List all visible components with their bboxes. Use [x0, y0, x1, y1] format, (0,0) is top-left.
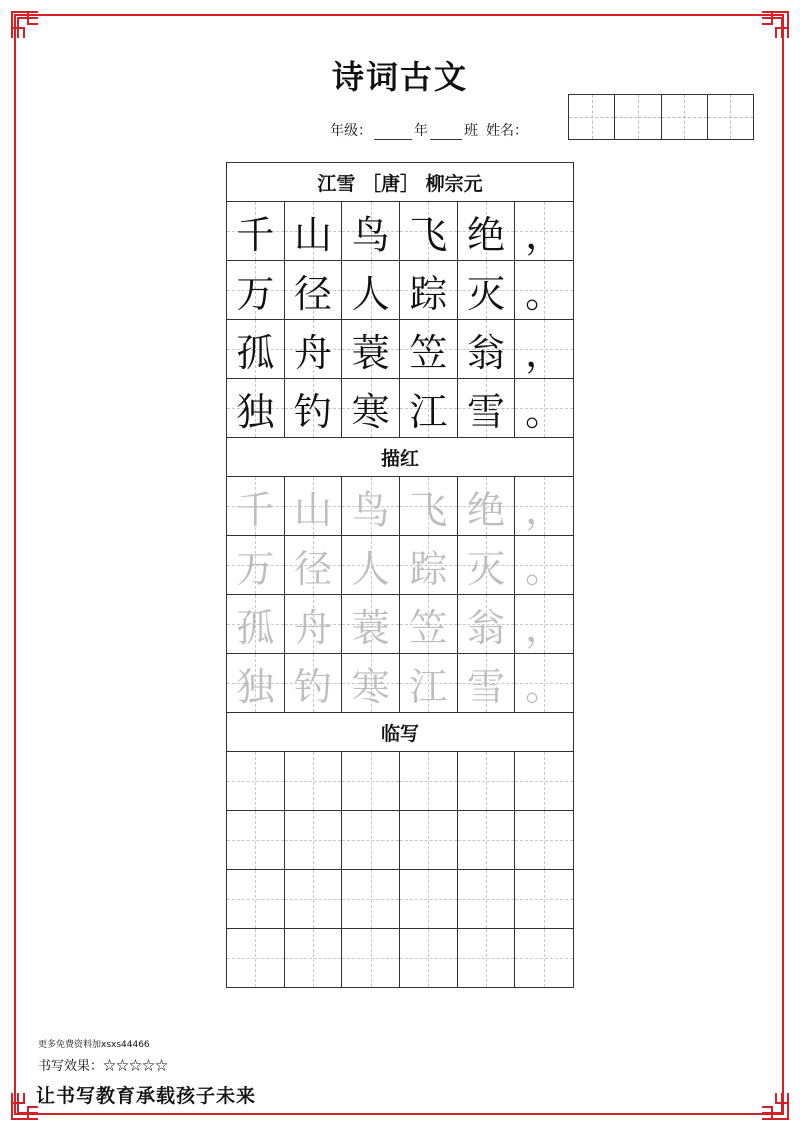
trace-row: [227, 654, 573, 712]
character: 绝: [467, 487, 506, 532]
trace-cell[interactable]: [400, 536, 458, 594]
class-unit: 班: [464, 123, 478, 139]
class-blank[interactable]: [430, 125, 462, 140]
copy-cell[interactable]: [285, 929, 343, 987]
grade-blank[interactable]: [374, 125, 412, 140]
poem-grid: [227, 202, 573, 437]
copy-cell[interactable]: [515, 870, 573, 928]
corner-ornament-top-left: [8, 8, 42, 42]
poem-cell: [342, 320, 400, 378]
character: 鸟: [351, 487, 390, 532]
poem-cell: [515, 379, 573, 437]
copy-cell[interactable]: [285, 870, 343, 928]
trace-cell[interactable]: [285, 595, 343, 653]
poem-cell: [515, 320, 573, 378]
character: 笠: [409, 605, 448, 650]
character: 。: [525, 271, 564, 316]
name-cell[interactable]: [615, 95, 661, 139]
character: 万: [236, 546, 275, 591]
character: 。: [525, 389, 564, 434]
poem-cell: [342, 379, 400, 437]
copy-cell[interactable]: [400, 811, 458, 869]
character: 踪: [409, 271, 448, 316]
character: 万: [236, 271, 275, 316]
character: 雪: [467, 664, 506, 709]
character: 鸟: [351, 212, 390, 257]
poem-cell: [400, 320, 458, 378]
trace-header: 描红: [227, 437, 573, 477]
poem-row: [227, 202, 573, 261]
page-title: 诗词古文: [331, 58, 468, 96]
poem-cell: [227, 202, 285, 260]
copy-cell[interactable]: [458, 929, 516, 987]
trace-row: [227, 595, 573, 654]
trace-cell[interactable]: [458, 595, 516, 653]
character: 飞: [409, 487, 448, 532]
rating-stars[interactable]: ☆☆☆☆☆: [103, 1059, 169, 1074]
poem-cell: [342, 202, 400, 260]
name-cell[interactable]: [569, 95, 615, 139]
character: 蓑: [351, 605, 390, 650]
copy-row: [227, 870, 573, 929]
name-writing-boxes[interactable]: [568, 94, 754, 140]
character: 山: [294, 487, 333, 532]
trace-cell[interactable]: [227, 654, 285, 712]
copy-cell[interactable]: [515, 929, 573, 987]
resource-note: 更多免费资料加xsxs44466: [38, 1040, 150, 1050]
character: 寒: [351, 664, 390, 709]
trace-cell[interactable]: [342, 595, 400, 653]
trace-row: [227, 536, 573, 595]
copy-row: [227, 811, 573, 870]
poem-row: [227, 261, 573, 320]
poem-row: [227, 379, 573, 437]
character: 。: [525, 546, 564, 591]
poem-cell: [342, 261, 400, 319]
poem-row: [227, 320, 573, 379]
poem-cell: [285, 202, 343, 260]
character: 人: [351, 271, 390, 316]
character: 笠: [409, 330, 448, 375]
copy-cell[interactable]: [227, 752, 285, 810]
character: 翁: [467, 605, 506, 650]
character: 钓: [294, 389, 333, 434]
copy-cell[interactable]: [400, 752, 458, 810]
character: 千: [236, 212, 275, 257]
poem-cell: [400, 379, 458, 437]
trace-cell[interactable]: [342, 654, 400, 712]
trace-cell[interactable]: [227, 477, 285, 535]
character: 径: [294, 271, 333, 316]
character: 人: [351, 546, 390, 591]
character: 。: [525, 664, 564, 709]
copy-cell[interactable]: [458, 752, 516, 810]
character: 绝: [467, 212, 506, 257]
trace-cell[interactable]: [285, 654, 343, 712]
name-cell[interactable]: [708, 95, 753, 139]
character: 舟: [294, 330, 333, 375]
trace-grid: [227, 477, 573, 712]
writing-effect: [38, 1055, 168, 1074]
trace-cell[interactable]: [400, 595, 458, 653]
year-unit: 年: [414, 123, 428, 139]
trace-cell[interactable]: [342, 536, 400, 594]
poem-cell: [458, 202, 516, 260]
copy-cell[interactable]: [342, 811, 400, 869]
copy-grid: [227, 752, 573, 987]
copy-cell[interactable]: [400, 870, 458, 928]
character: 独: [236, 664, 275, 709]
poem-cell: [458, 379, 516, 437]
copy-header: 临写: [227, 712, 573, 752]
copy-cell[interactable]: [227, 870, 285, 928]
copy-cell[interactable]: [342, 752, 400, 810]
student-info-line: [330, 120, 528, 140]
poem-cell: [285, 261, 343, 319]
copy-cell[interactable]: [458, 870, 516, 928]
poem-cell: [227, 320, 285, 378]
copy-cell[interactable]: [458, 811, 516, 869]
copy-row: [227, 752, 573, 811]
poem-cell: [285, 320, 343, 378]
poem-cell: [400, 202, 458, 260]
copy-cell[interactable]: [285, 752, 343, 810]
poem-cell: [227, 379, 285, 437]
character: 钓: [294, 664, 333, 709]
poem-cell: [515, 202, 573, 260]
trace-cell[interactable]: [515, 654, 573, 712]
trace-cell[interactable]: [227, 536, 285, 594]
copy-cell[interactable]: [342, 870, 400, 928]
character: 翁: [467, 330, 506, 375]
character: 山: [294, 212, 333, 257]
trace-cell[interactable]: [342, 477, 400, 535]
trace-cell[interactable]: [400, 477, 458, 535]
practice-sheet: [226, 162, 574, 988]
copy-cell[interactable]: [400, 929, 458, 987]
poem-header: 江雪 ［唐］ 柳宗元: [227, 163, 573, 202]
name-cell[interactable]: [662, 95, 708, 139]
character: 踪: [409, 546, 448, 591]
character: 江: [409, 664, 448, 709]
trace-cell[interactable]: [515, 595, 573, 653]
trace-cell[interactable]: [515, 477, 573, 535]
copy-cell[interactable]: [515, 752, 573, 810]
effect-label: 书写效果：: [38, 1059, 104, 1074]
character: 径: [294, 546, 333, 591]
name-label: 姓名：: [486, 123, 528, 139]
trace-cell[interactable]: [458, 654, 516, 712]
character: 雪: [467, 389, 506, 434]
character: 孤: [236, 605, 275, 650]
poem-cell: [458, 261, 516, 319]
trace-cell[interactable]: [227, 595, 285, 653]
character: 千: [236, 487, 275, 532]
copy-cell[interactable]: [285, 811, 343, 869]
trace-row: [227, 477, 573, 536]
motto: 让书写教育承载孩子未来: [36, 1085, 257, 1107]
character: 蓑: [351, 330, 390, 375]
corner-ornament-bottom-right: [758, 1089, 792, 1123]
character: 独: [236, 389, 275, 434]
character: 灭: [467, 271, 506, 316]
character: 江: [409, 389, 448, 434]
copy-cell[interactable]: [342, 929, 400, 987]
character: ，: [525, 487, 564, 532]
trace-cell[interactable]: [458, 477, 516, 535]
copy-cell[interactable]: [227, 929, 285, 987]
character: 寒: [351, 389, 390, 434]
character: ，: [525, 330, 564, 375]
poem-cell: [285, 379, 343, 437]
grade-label: 年级：: [330, 123, 372, 139]
poem-cell: [227, 261, 285, 319]
corner-ornament-top-right: [758, 8, 792, 42]
character: ，: [525, 605, 564, 650]
trace-cell[interactable]: [400, 654, 458, 712]
character: 孤: [236, 330, 275, 375]
poem-cell: [400, 261, 458, 319]
poem-cell: [458, 320, 516, 378]
trace-cell[interactable]: [285, 477, 343, 535]
character: ，: [525, 212, 564, 257]
character: 舟: [294, 605, 333, 650]
copy-cell[interactable]: [227, 811, 285, 869]
copy-row: [227, 929, 573, 987]
copy-cell[interactable]: [515, 811, 573, 869]
trace-cell[interactable]: [515, 536, 573, 594]
trace-cell[interactable]: [285, 536, 343, 594]
trace-cell[interactable]: [458, 536, 516, 594]
character: 飞: [409, 212, 448, 257]
character: 灭: [467, 546, 506, 591]
poem-cell: [515, 261, 573, 319]
